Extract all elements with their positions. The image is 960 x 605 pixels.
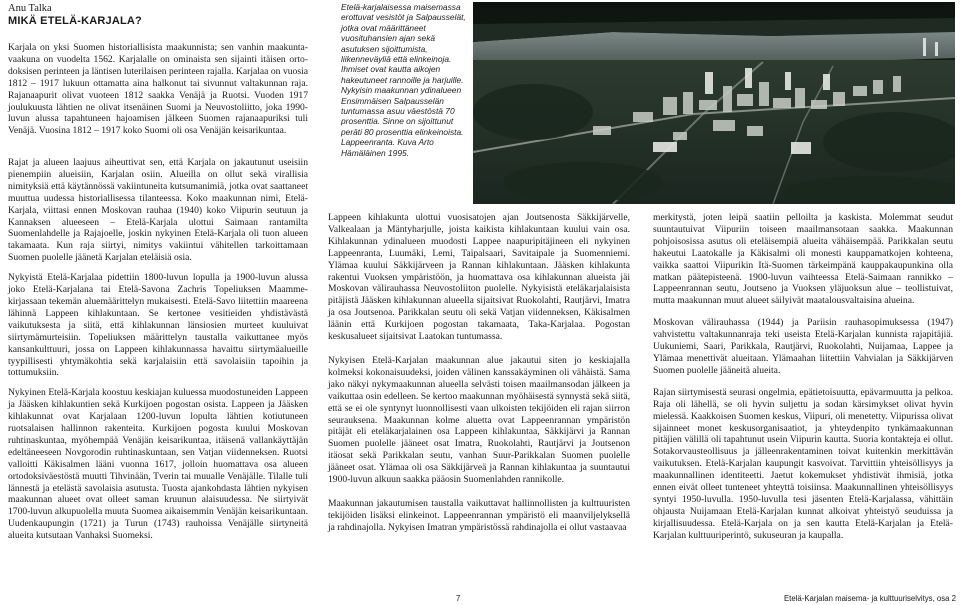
left-column [8, 157, 308, 542]
left-paragraph-2: Nykyistä Etelä-Karjalaa pidettiin 1800-luvun lopulla ja 1900-luvun alussa joko Etelä-Karjalana tai Etelä-Savona Zachris Topeliuksen Maamme-kirjassaan tekemän aluemäärittelyn mukaisesti. Etelä-Savo liitettiin maareena lähinnä Lappeen kihlakuntaan. Se kertonee vesitieiden yhdistävästä vaikutuksesta ja siitä, että kihlakunnan länsiosien murteet kuuluivat siirtymämurteisiin. Topeliuksen määrittelyn taustalla vaikuttanee myös kansankulttuuri, jossa on Lappeen kihlakunnassa havaittu siirtymäalueille tyypillisesti yhtymäkohtia sekä karjalaisiin että savolaisiin tapoihin ja tottumuksiin. [8, 272, 308, 379]
middle-column [328, 212, 630, 534]
left-paragraph-3: Nykyinen Etelä-Karjala koostuu keskiajan kuluessa muodostuneiden Lappeen ja Jääsken kihlakuntien sekä Kurkijoen pogostan osista. Lappeen ja Jääsken kihlakunnat ovat Karjalaan 1200-luvun lopulta lähtien kotiutuneen ruotsalaisen hallinnon rakenteita. Kurkijoen pogosta kuului Moskovan ruhtinaskuntaa, myöhempää Venäjän keisarikuntaa, itäisenä vallankäyttäjän edeltäneeseen Novgorodin ruhtinaskuntaan, sen Vatjan viidenneksen. Ruotsi valloitti Käkisalmen lääni vuonna 1617, jolloin huomattava osa alueen ortodoksiväestöstä muutti Tihvinään, Tverin tai muualle Venäjälle. Tilalle tuli lännestä ja etelästä savolaisia asutusta. Tuosta ajankohdasta lähtien nykyisen maakunnan alueet ovat olleet saman kruunun alaisuudessa. Ne siirtyivät 1700-luvun alkupuolella muuta Suomea aikaisemmin Venäjän keisarikuntaan. Uudenkaupungin (1721) ja Turun (1743) rauhoissa Venäjälle siirtyneitä alueita kutsutaan Vanhaksi Suomeksi. [8, 387, 308, 542]
right-paragraph-3: Rajan siirtymisestä seurasi ongelmia, epätietoisuutta, epävarmuutta ja pelkoa. Raja oli lähellä, se oli hyvin suljettu ja sodan kärsimykset olivat hyvin mielessä. Kaakkoisen Suomen keskus, Viipuri, oli menetetty. Viipurissa olivat sijainneet monet keskusorganisaatiot, ja yhteydenpito tynkämaakunnan pitäjien välillä oli tapahtunut usein Viipurin kautta. Suoria kontakteja ei ollut. Sotakorvausteollisuus ja jälleenrakentaminen toivat kuitenkin merkittävän vaikutuksen. Etelä-Karjalan kaupungit kasvoivat. Tarvittiin yhteisöllisyys ja maakunnallinen identiteetti. Jaetut kokemukset yhdistivät ihmisiä, jotka ennen eivät olleet tunteneet yhteyttä toisiinsa. Maakunnallinen yhteisöllisyys syntyi 1950-luvulla. 1950-luvulla tesi jäsenten Etelä-Karjalassa, vähittäin ohjausta Nuijamaan Etelä-Karjalan kunnat alkoivat yhteistyö seuduissa ja kirjallisuudessa. Etelä-Karjala on ja sen kautta Etelä-Karjalan ja Etelä-Karjalan kulttuuriperintö, sukuseuran ja kaupalla. [653, 386, 953, 541]
intro-paragraph: Karjala on yksi Suomen historiallisista maakunnista; sen vanhin maakunta-vaakuna on vuodelta 1562. Karjalalle on ominaista sen sijainti itäisen orto-doksisen perinteen ja läntisen luterilaisen perinteen rajalla. Karjalaa on vuosia 1812 – 1917 lukuun ottamatta aina halkonut tai sivunnut valtakunnan raja. Rajanaapurit olivat vuoteen 1812 saakka Venäjä ja Ruotsi. Vuoden 1917 joulukuusta lähtien ne olivat itsenäinen Suomi ja Neuvostoliitto, joka 1990-luvun alussa tapahtuneen hajoamisen jälkeen Suomen rajanaapuriksi tuli Venäjä. Vuosina 1812 – 1917 koko Suomi oli osa Venäjän keisarikuntaa. [8, 42, 308, 137]
left-paragraph-1: Rajat ja alueen laajuus aiheuttivat sen, että Karjala on jakautunut useisiin pienempiin alueisiin, Karjalan osiin. Alueilla on ollut sekä virallisia nimityksiä että käytännössä vakiintuneita kutsumanimiä, jotka ovat saattaneet muuttua uudessa historiallisessa tilanteessa. Koko maakunnan nimi, Etelä-Karjala, viittasi ennen Moskovan rauhaa (1940) koko Viipurin seutuun ja Kannaksen alueeseen – Etelä-Karjala ulottui Saimaan rantamilta Suomenlahdelle ja Rajajoelle, joskin nykyinen Etelä-Karjala oli tuon alueen takamaata. Kun raja siirtyi, nimitys vakiintui vähitellen tarkoittamaan Suomen puolelle jäänetä Karjalan eteläisiä osia. [8, 157, 308, 264]
middle-paragraph-3: Maakunnan jakautumisen taustalla vaikuttavat hallinnollisten ja kulttuuristen tekijöiden lisäksi elinkeinot. Lappeenrannan ympäristö eli maanviljelyksellä ja rahdinajolla. Nykyisen Imatran ympäristössä rahdinajolla ei ollut vastaavaa [328, 497, 630, 533]
aerial-city-photo [473, 2, 955, 204]
middle-paragraph-1: Lappeen kihlakunta ulottui vuosisatojen ajan Joutsenosta Säkkijärvelle, Valkealaan ja Mäntyharjulle, joista kaikista kihlakuntaan kuului vain osa. Kihlakunnan ydinalueen muodosti Lappee naapuripitäjineen eli nykyinen Lappeenranta, Luumäki, Lemi, Taipalsaari, Savitaipale ja Suomenniemi. Ylämaa kuului Säkkijärveen ja Rannan kihlakuntaan. Jääsken kihlakunta rakentui Vuoksen ympäristöön, ja huomattava osa kihlakunnan alueista jäi Moskovan välirauhassa Neuvostoliiton puolelle. Nykyisistä eteläkarjalaisista pitäjistä Jääsken kihlakunnan alueella sijaitsivat Ruokolahti, Rautjärvi, Imatra ja osa Joutsenoa. Parikkalan seutu oli sekä Vatjan viidenneksen, Käkisalmen läänin että Kurkijoen pogostan takamaata, Taka-Karjalaa. Pogostan keskusalueet sijaitsivat Laatokan tuntumassa. [328, 212, 630, 343]
right-column [653, 212, 953, 542]
article-title: MIKÄ ETELÄ-KARJALA? [8, 15, 142, 27]
author-name: Anu Talka [8, 3, 52, 14]
publication-title: Etelä-Karjalan maisema- ja kulttuuriselvitys, osa 2 [783, 594, 956, 603]
right-paragraph-1: merkitystä, joten leipä saatiin pelloilta ja kaskista. Molemmat seudut suuntautuivat Viipuriin toiseen maailmansotaan saakka. Maakunnan pohjoisosissa asutus oli eteläisempiä alueita vähäisempää. Parikkalan seutu hakeutui Laatokalle ja Käkisalmi oli monesti kauppamatkojen kohteena, vaikka saattoi Viipurikin Itä-Suomen tärkeimpänä kauppakaupunkina olla matkan päätepisteenä. 1900-luvun vaihteessa Etelä-Saimaan rannikko – Lappeenrannan seutu, Joutseno ja Vuoksen yläjuoksun alue – teollistuivat, mutta maakunnan muut alueet säilyivät maatalousvaltaisina alueina. [653, 212, 953, 307]
page-number: 7 [456, 594, 461, 603]
photo-caption: Etelä-karjalaisessa maisemassa erottuvat vesistöt ja Salpausselät, jotka ovat määrittäneet vuosituhansien ajan sekä asutuksen sijoittumista, liikenneväyliä että elinkeinoja. Ihmiset ovat kautta aikojen hakeutuneet rannoille ja harjuille. Nykyisin maakunnan ydinalueen Ensimmäisen Salpausselän tuntumassa asuu väestöstä 70 prosenttia. Sinne on sijoittunut peräti 80 prosenttia elinkeinoista. Lappeenranta. Kuva Arto Hämäläinen 1995. [341, 2, 466, 158]
right-paragraph-2: Moskovan välirauhassa (1944) ja Pariisin rauhasopimuksessa (1947) vahvistettu valtakunnanraja teki useista Etelä-Karjalan kunnista rajapitäjiä. Uukuniemi, Saari, Parikkala, Rautjärvi, Ruokolahti, Nuijamaa, Lappee ja Ylämaa menettivät alueitaan. Ylämaahan liitettiin Vahvialan ja Säkkijärven Suomen puolelle jääneitä alueita. [653, 317, 953, 376]
middle-paragraph-2: Nykyisen Etelä-Karjalan maakunnan alue jakautui siten jo keskiajalla kolmeksi kokonaisuudeksi, joiden välinen kanssakäyminen oli vähäistä. Sama jako näkyi nykymaakunnan alueella selvästi toisen maailmansodan jälkeen ja vaikuttaa osin edelleen. Se kertoo maakunnan myöhäisestä synnystä sekä siitä, että se ei ole syntynyt luonnollisesti vaan ulkoisten tekijöiden eli rajan siirron seurauksena. Maakunnan kolme aluetta ovat Lappeenrannan ympäristön pitäjät eli eteläkarjalainen osa Lappeen kihlakuntaa, Säkkijärvi ja Rannan Suomen puolelle jääneet osat Imatra, Ruokolahti, Rautjärvi ja Joutsenon itäosat sekä Parikkalan seutu, vanhan Suur-Parikkalan Suomen puolelle jääneet osat. Ylämaa oli osa Säkkijärveä ja Rannan kihlakuntaa ja suuntautui 1900-luvun alkuun saakka pääosin Suomenlahden rannikolle. [328, 354, 630, 486]
